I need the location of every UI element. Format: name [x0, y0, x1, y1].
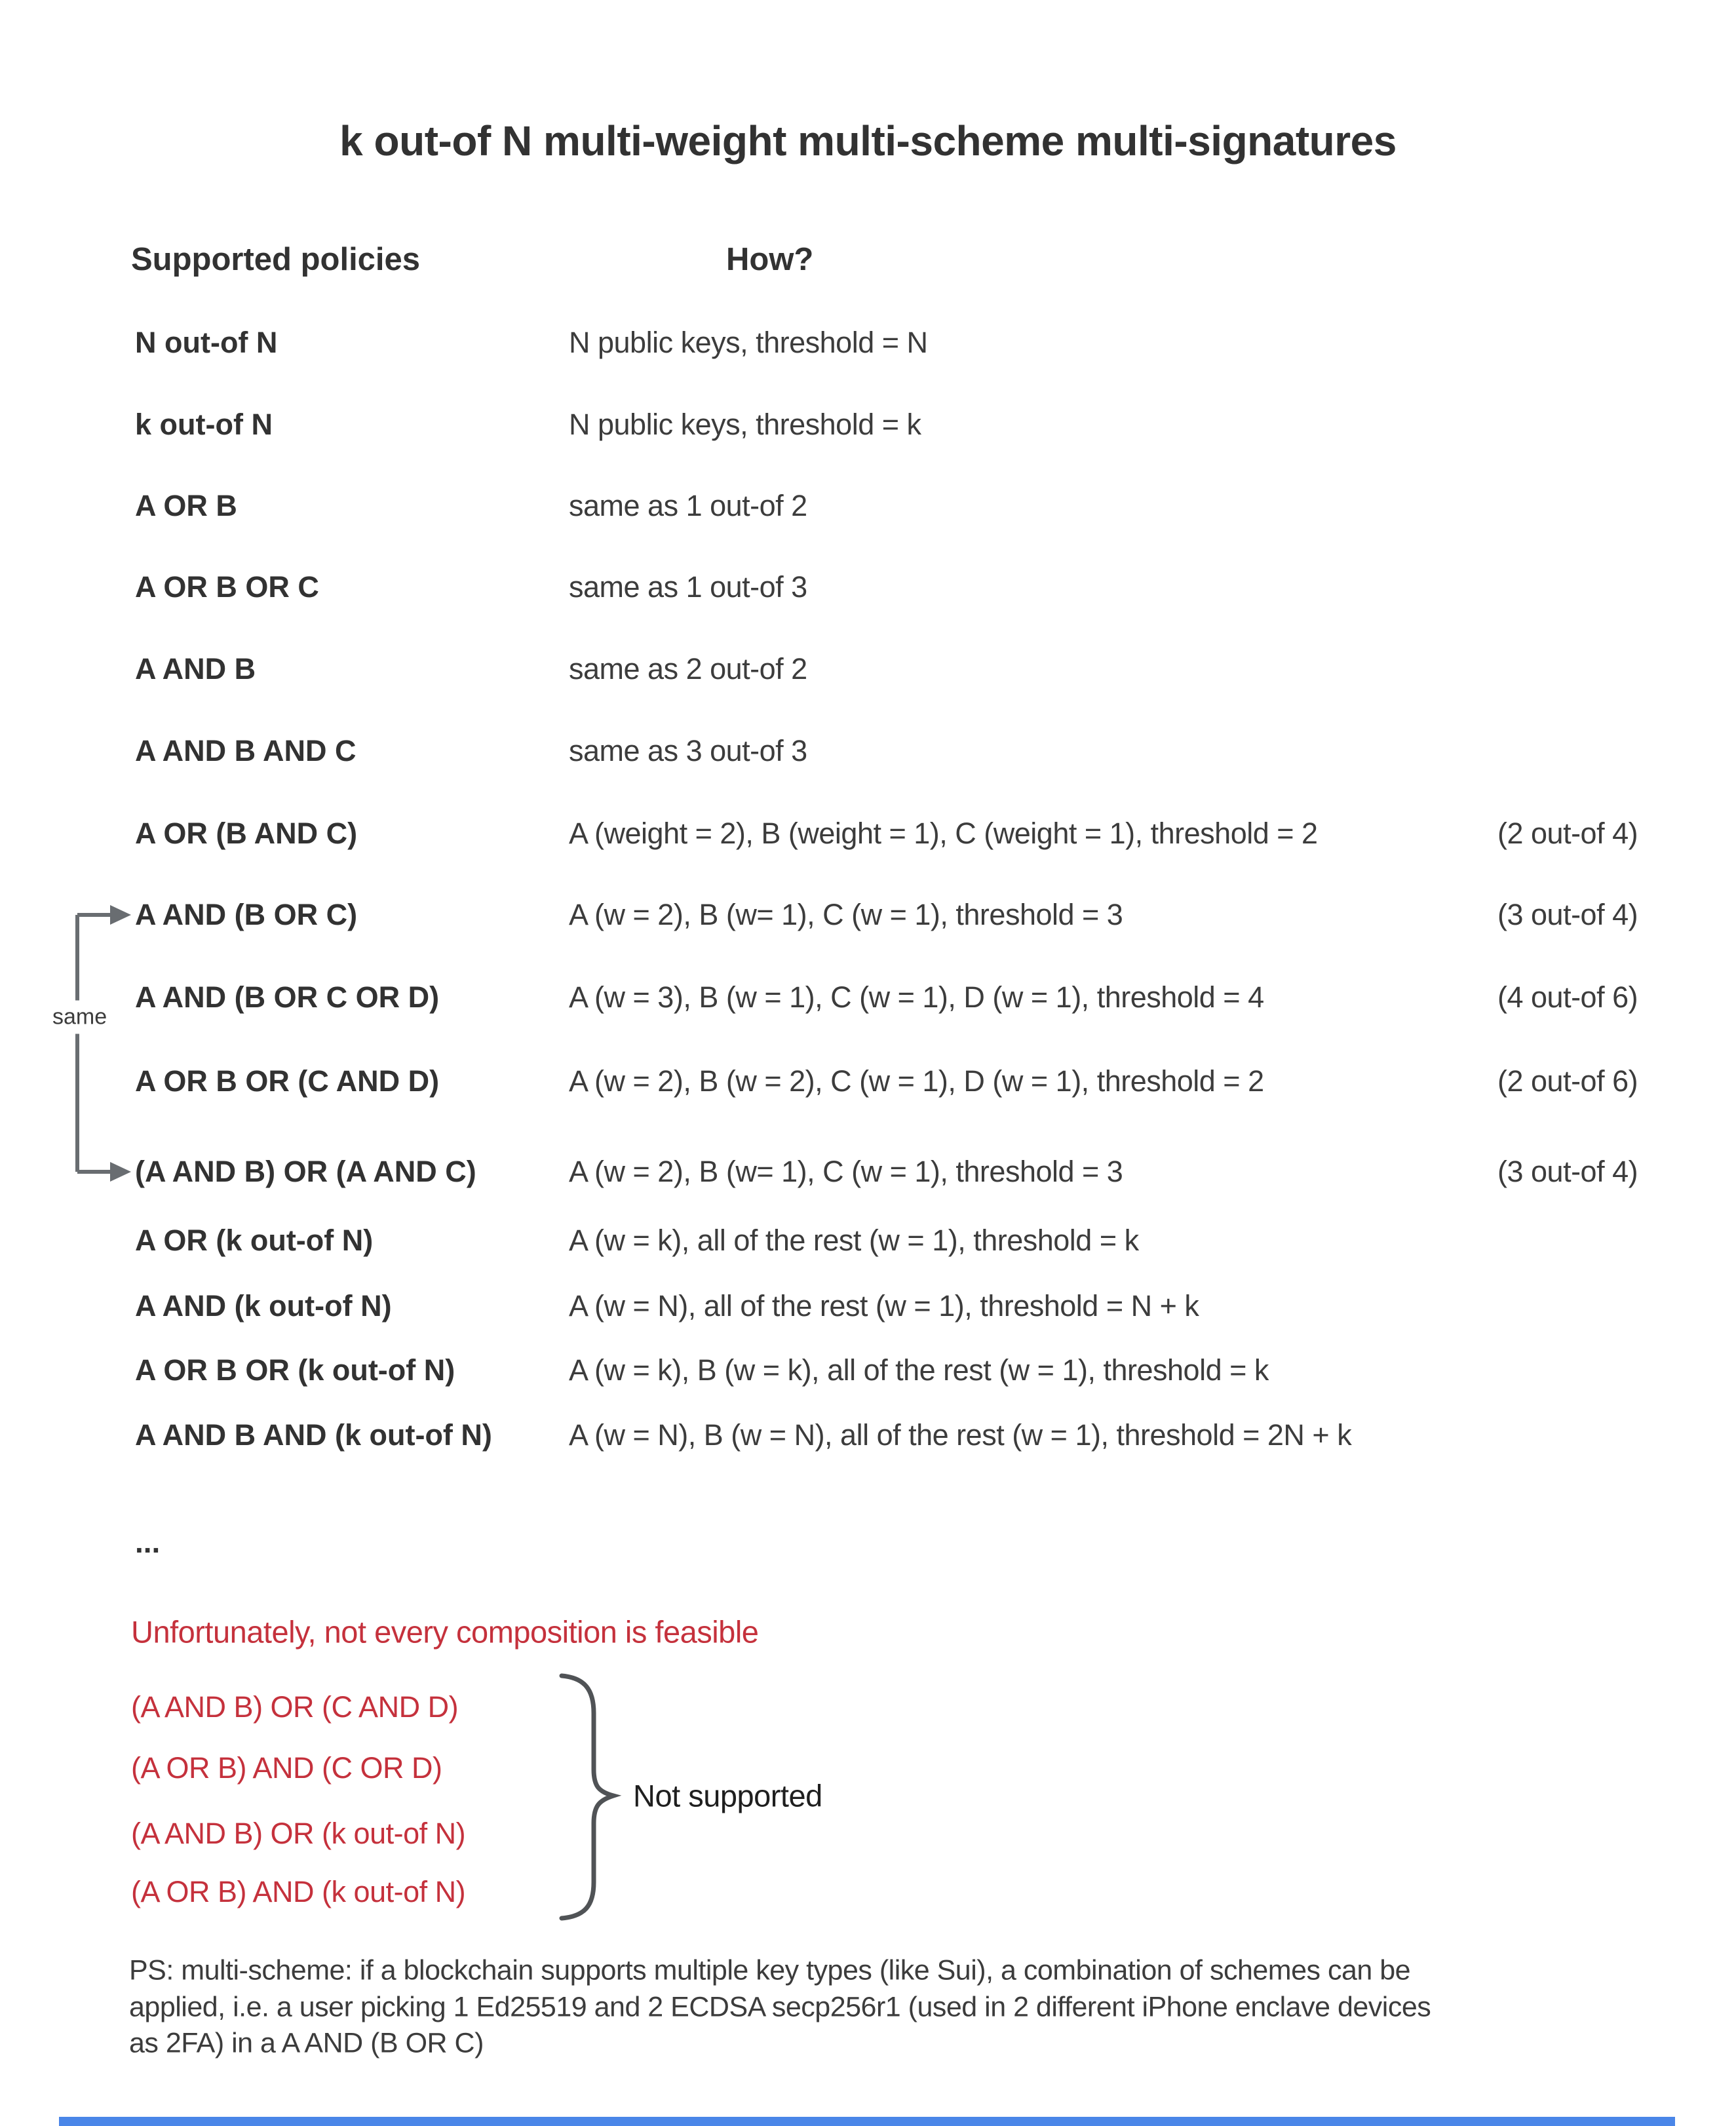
- how-cell: same as 1 out-of 2: [569, 489, 807, 522]
- equivalence-note: (3 out-of 4): [1497, 1155, 1638, 1188]
- infeasible-item: (A OR B) AND (k out-of N): [131, 1875, 466, 1908]
- arrow-right-icon: [110, 905, 131, 925]
- bottom-accent-bar: [59, 2117, 1675, 2126]
- how-cell: same as 1 out-of 3: [569, 570, 807, 604]
- infeasible-item: (A AND B) OR (k out-of N): [131, 1817, 466, 1850]
- infeasible-item: (A AND B) OR (C AND D): [131, 1690, 459, 1724]
- policy-label: k out-of N: [135, 408, 273, 441]
- ps-line: applied, i.e. a user picking 1 Ed25519 and 2 ECDSA secp256r1 (used in 2 different iPhone enclave devices: [129, 1991, 1431, 2023]
- how-cell: A (w = k), all of the rest (w = 1), threshold = k: [569, 1224, 1139, 1257]
- how-cell: same as 3 out-of 3: [569, 734, 807, 767]
- policy-label: A AND (B OR C): [135, 898, 358, 931]
- policy-label: A OR B OR (C AND D): [135, 1064, 440, 1098]
- how-cell: A (w = 2), B (w= 1), C (w = 1), threshold = 3: [569, 898, 1123, 931]
- policy-label: A OR B OR C: [135, 570, 319, 604]
- same-label: same: [48, 1001, 111, 1034]
- how-cell: same as 2 out-of 2: [569, 652, 807, 686]
- policy-label: N out-of N: [135, 326, 278, 359]
- column-header-how: How?: [726, 242, 814, 277]
- not-supported-label: Not supported: [633, 1778, 822, 1813]
- ps-line: as 2FA) in a A AND (B OR C): [129, 2027, 484, 2059]
- equivalence-note: (2 out-of 4): [1497, 817, 1638, 850]
- policy-label: A AND (B OR C OR D): [135, 980, 440, 1014]
- how-cell: A (weight = 2), B (weight = 1), C (weight = 1), threshold = 2: [569, 817, 1318, 850]
- equivalence-note: (2 out-of 6): [1497, 1064, 1638, 1098]
- ps-line: PS: multi-scheme: if a blockchain supports multiple key types (like Sui), a combination of schemes can be: [129, 1954, 1411, 1986]
- infeasible-item: (A OR B) AND (C OR D): [131, 1751, 442, 1785]
- same-bracket-arrows: [77, 915, 110, 1172]
- policy-label: A OR B: [135, 489, 237, 522]
- infeasible-heading: Unfortunately, not every composition is feasible: [131, 1614, 759, 1650]
- how-cell: A (w = k), B (w = k), all of the rest (w = 1), threshold = k: [569, 1353, 1269, 1387]
- policy-label: A OR (B AND C): [135, 817, 358, 850]
- policy-label: A OR B OR (k out-of N): [135, 1353, 455, 1387]
- equivalence-note: (3 out-of 4): [1497, 898, 1638, 931]
- how-cell: A (w = 3), B (w = 1), C (w = 1), D (w = 1), threshold = 4: [569, 980, 1264, 1014]
- how-cell: A (w = N), B (w = N), all of the rest (w = 1), threshold = 2N + k: [569, 1418, 1352, 1452]
- how-cell: A (w = 2), B (w= 1), C (w = 1), threshold = 3: [569, 1155, 1123, 1188]
- how-cell: A (w = N), all of the rest (w = 1), threshold = N + k: [569, 1289, 1199, 1323]
- arrow-right-icon: [110, 1162, 131, 1182]
- policy-label: A AND (k out-of N): [135, 1289, 392, 1323]
- column-header-policies: Supported policies: [131, 242, 421, 277]
- how-cell: A (w = 2), B (w = 2), C (w = 1), D (w = 1), threshold = 2: [569, 1064, 1264, 1098]
- equivalence-note: (4 out-of 6): [1497, 980, 1638, 1014]
- how-cell: N public keys, threshold = N: [569, 326, 928, 359]
- curly-brace-icon: [562, 1676, 613, 1918]
- same-bracket-arrowheads: [110, 905, 131, 1182]
- policy-label: A AND B AND C: [135, 734, 357, 767]
- policy-label: A AND B AND (k out-of N): [135, 1418, 492, 1452]
- table-ellipsis: ...: [135, 1525, 161, 1559]
- policy-label: A AND B: [135, 652, 256, 686]
- how-cell: N public keys, threshold = k: [569, 408, 921, 441]
- page-title: k out-of N multi-weight multi-scheme multi-signatures: [339, 117, 1397, 164]
- policy-label: A OR (k out-of N): [135, 1224, 374, 1257]
- policy-label: (A AND B) OR (A AND C): [135, 1155, 476, 1188]
